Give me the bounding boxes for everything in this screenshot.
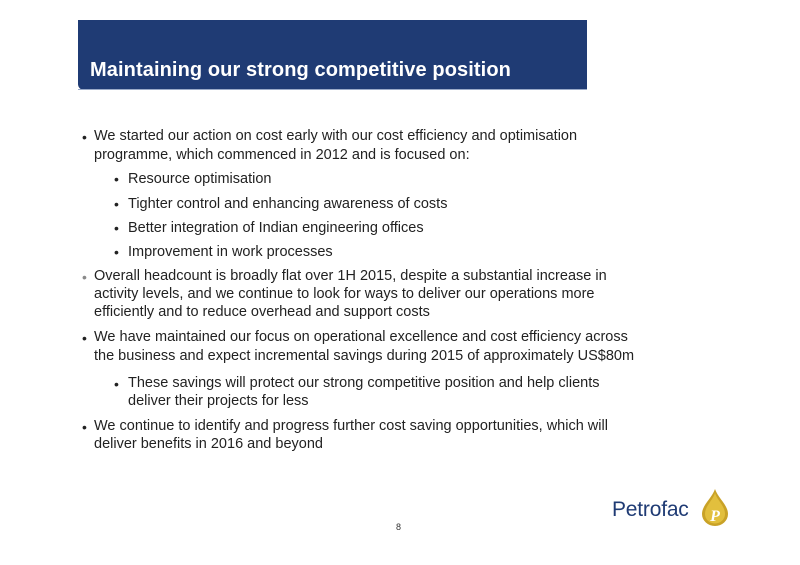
title-bar xyxy=(78,20,587,90)
sub-bullet-dot: • xyxy=(114,220,119,236)
bullet-2-line-1: Overall headcount is broadly flat over 1H 2015, despite a substantial increase in xyxy=(94,268,607,284)
logo-wordmark: Petrofac xyxy=(612,498,689,521)
bullet-2-line-2: activity levels, and we continue to look for ways to deliver our operations more xyxy=(94,286,595,302)
sub-bullet-dot: • xyxy=(114,376,119,392)
sub-bullet-dot: • xyxy=(114,171,119,187)
bullet-dot: • xyxy=(82,419,87,435)
sub-bullet-3: Better integration of Indian engineering offices xyxy=(128,220,424,236)
bullet-4-line-1: We continue to identify and progress further cost saving opportunities, which will xyxy=(94,418,608,434)
sub-bullet-5-line-1: These savings will protect our strong competitive position and help clients xyxy=(128,375,600,391)
sub-bullet-5-line-2: deliver their projects for less xyxy=(128,393,309,409)
sub-bullet-2: Tighter control and enhancing awareness of costs xyxy=(128,196,448,212)
page-number: 8 xyxy=(396,522,402,532)
sub-bullet-1: Resource optimisation xyxy=(128,171,272,187)
logo-mark-letter: P xyxy=(710,508,720,525)
sub-bullet-dot: • xyxy=(114,244,119,260)
oil-drop-icon xyxy=(700,488,730,526)
slide-title: Maintaining our strong competitive position xyxy=(90,59,511,81)
bullet-3-line-2: the business and expect incremental savings during 2015 of approximately US$80m xyxy=(94,348,635,364)
petrofac-logo xyxy=(612,488,732,528)
bullet-dot: • xyxy=(82,269,87,285)
bullet-1-line-2: programme, which commenced in 2012 and is focused on: xyxy=(94,147,470,163)
sub-bullet-4: Improvement in work processes xyxy=(128,244,333,260)
bullet-dot: • xyxy=(82,330,87,346)
bullet-2-line-3: efficiently and to reduce overhead and support costs xyxy=(94,304,430,320)
sub-bullet-dot: • xyxy=(114,196,119,212)
bullet-4-line-2: deliver benefits in 2016 and beyond xyxy=(94,436,323,452)
bullet-dot: • xyxy=(82,129,87,145)
bullet-1-line-1: We started our action on cost early with our cost efficiency and optimisation xyxy=(94,128,578,144)
bullet-3-line-1: We have maintained our focus on operational excellence and cost efficiency across xyxy=(94,329,628,345)
